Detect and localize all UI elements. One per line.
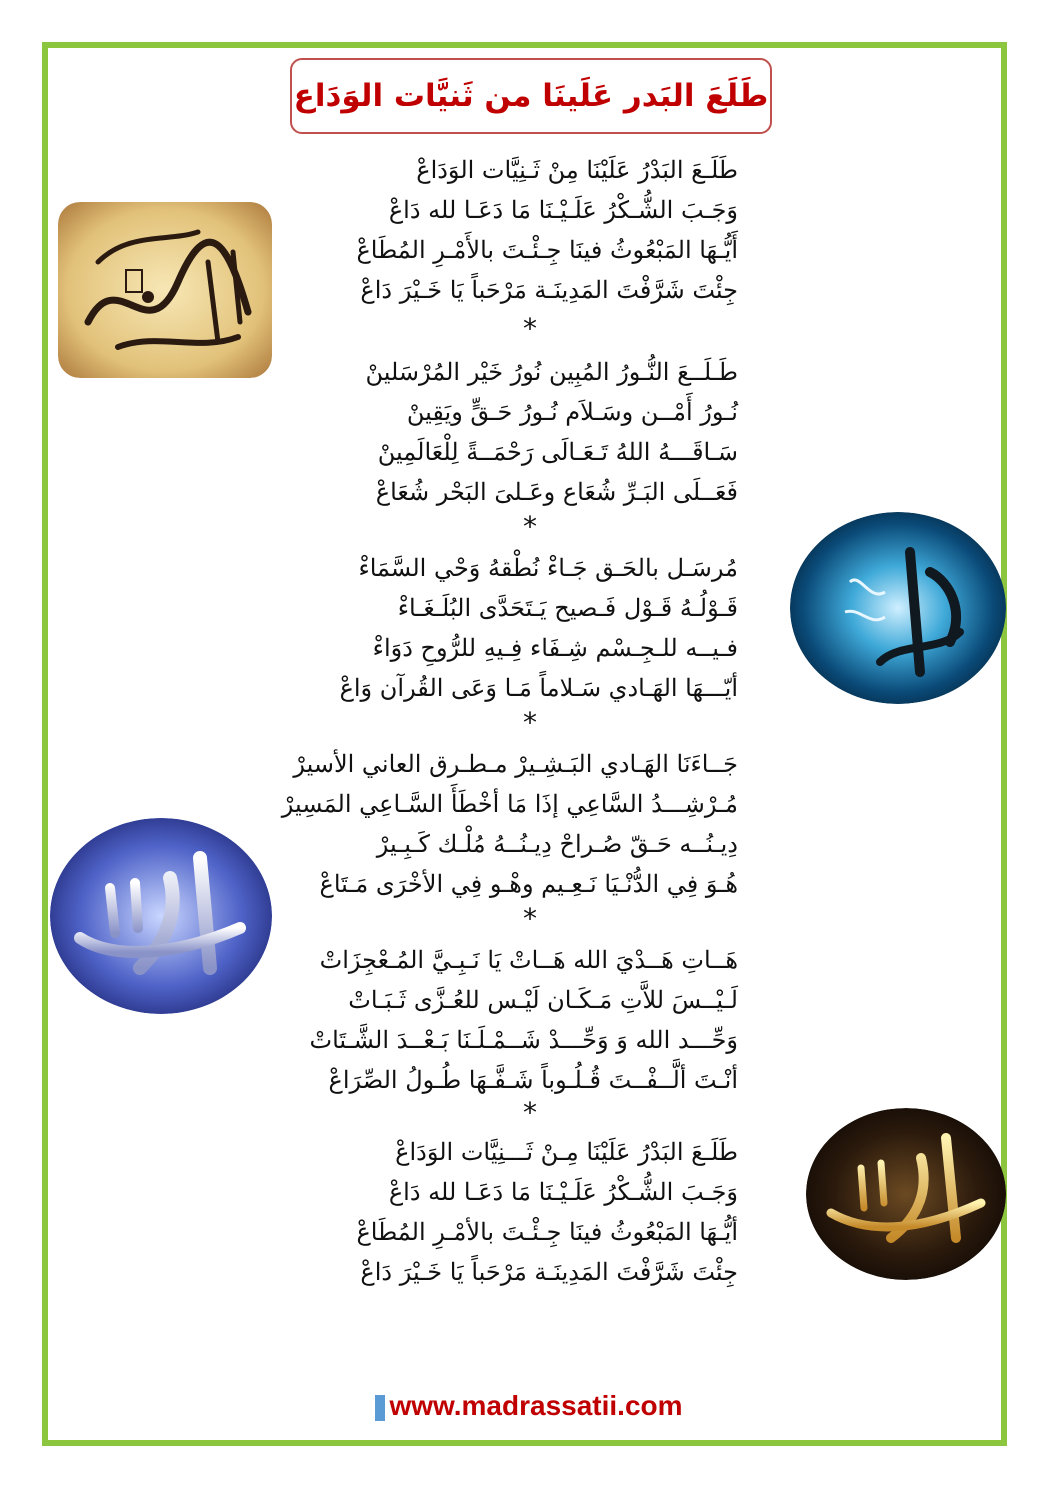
verse-line: مُـرْشِـــدُ السَّاعِي إذَا مَا أخْطَأَ السَّـاعِي المَسِيرْ <box>281 790 738 818</box>
stanza-1 <box>356 150 738 310</box>
verse-line: جِئْتَ شَرَّفْتَ المَدِينَـة مَرْحَباً يَا خَـيْرَ دَاعْ <box>360 276 738 304</box>
verse-line: طَـلَــعَ النُّـورُ المُبِين نُورُ خَيْر المُرْسَلينْ <box>365 358 738 386</box>
verse-line: وَحِّـــد الله وَ وَحِّـــدْ شَــمْـلَـنَا بَـعْــدَ الشَّـتَاتْ <box>309 1026 738 1054</box>
website-url: www.madrassatii.com <box>389 1390 683 1421</box>
verse-line: هُـوَ فِي الدُّنْـيَا نَـعِـيم وهْـو فِي الأخْرَى مَـتَاعْ <box>319 870 738 898</box>
stanza-separator: * <box>523 706 537 739</box>
verse-line: لَـيْــسَ للاَّتِ مَـكَـان لَيْـس للعُـزَّى ثَـبَـاتْ <box>348 986 738 1014</box>
calligraphy-image <box>50 818 272 1014</box>
verse-line: نُـورُ أَمْــن وسَـلاَم نُـورُ حَـقٍّ ويَقِينْ <box>406 398 738 426</box>
verse-line: قَـوْلُـهُ قَـوْل فَـصيح يَـتَحَدَّى البُلَـغَـاءْ <box>397 594 738 622</box>
verse-line: طَلَـعَ البَدْرُ عَلَيْنَا مِنْ ثَـنِيَّات الوَدَاعْ <box>416 156 738 184</box>
verse-line: سَـاقَـــهُ اللهُ تَـعَـالَى رَحْمَــةً لِلْعَالَمِينْ <box>377 438 738 466</box>
calligraphy-image <box>58 202 272 378</box>
calligraphy-image <box>806 1108 1006 1280</box>
verse-line: أَيُّـهَا المَبْعُوثُ فينَا جِـئْـتَ بالأَمْـرِ المُطَاعْ <box>356 236 738 264</box>
verse-line: وَجَـبَ الشُّـكْرُ عَلَـيْـنَا مَا دَعَـا لله دَاعْ <box>388 196 738 224</box>
title-box <box>290 58 772 134</box>
stanza-separator: * <box>523 1096 537 1129</box>
stanza-6 <box>356 1132 738 1292</box>
verse-line: جِئْتَ شَرَّفْتَ المَدِينَـة مَرْحَباً يَا خَـيْرَ دَاعْ <box>360 1258 738 1286</box>
verse-line: طَلَـعَ البَدْرُ عَلَيْنَا مِـنْ ثَـــنِيَّات الوَدَاعْ <box>395 1138 738 1166</box>
stanza-separator: * <box>523 312 537 345</box>
stanza-separator: * <box>523 510 537 543</box>
verse-line: مُرسَـل بالحَـق جَـاءْ نُطْقهُ وَحْي السَّمَاءْ <box>358 554 738 582</box>
footer-website <box>0 1390 1058 1422</box>
stanza-separator: * <box>523 902 537 935</box>
website-icon <box>375 1395 385 1421</box>
stanza-3 <box>340 548 738 708</box>
verse-line: فـيــه للـجِـسْم شِـفَاء فِـيهِ للرُّوحِ دَوَاءْ <box>372 634 738 662</box>
stanza-4 <box>282 744 738 904</box>
verse-line: أنْـتَ ألَّــفْــتَ قُـلُـوباً شَـفَّـهَا طُـولُ الصِّرَاعْ <box>328 1066 738 1094</box>
page-title: طَلَعَ البَدر عَلَينَا من ثَنيَّات الوَدَاع <box>293 78 769 114</box>
verse-line: أيُّـهَا المَبْعُوثُ فينَا جِـئْـتَ بالأمْـرِ المُطَاعْ <box>356 1218 738 1246</box>
calligraphy-image <box>790 512 1006 704</box>
verse-line: أيّـــهَا الهَـادي سَـلاماً مَـا وَعَى القُرآن وَاعْ <box>339 674 738 702</box>
verse-line: دِيـنُــه حَـقّ صُـراحْ دِيـنُــهُ مُلْـك كَـبِـيرْ <box>376 830 738 858</box>
verse-line: وَجَـبَ الشُّـكْرُ عَلَـيْـنَا مَا دَعَـا لله دَاعْ <box>388 1178 738 1206</box>
stanza-2 <box>365 352 738 512</box>
verse-line: فَعَــلَى البَـرِّ شُعَاع وعَـلىَ البَحْر شُعَاعْ <box>375 478 738 506</box>
stanza-5 <box>309 940 738 1100</box>
verse-line: جَــاءَنَا الهَـادي البَـشِـيرْ مـطـرق العاني الأسيرْ <box>293 750 738 778</box>
verse-line: هَــاتِ هَــدْيَ الله هَــاتْ يَا نَـبِـيَّ المُـعْجِزَاتْ <box>319 946 738 974</box>
